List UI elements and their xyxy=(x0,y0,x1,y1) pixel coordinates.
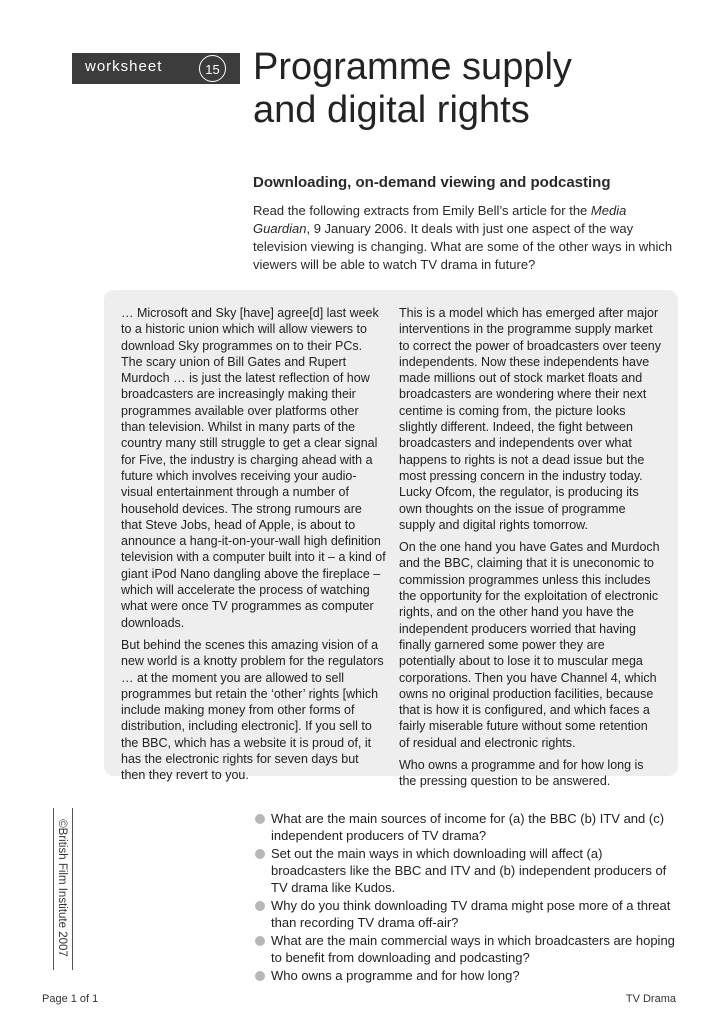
bullet-icon xyxy=(255,971,265,981)
question-text: Who owns a programme and for how long? xyxy=(271,968,520,983)
article-paragraph: But behind the scenes this amazing vision of a new world is a knotty problem for the regulators … at the moment you are allowed to sell programmes but retain the ‘other’ rights [which include making money from other forms of distribution, including electronic]. If you sell to the BBC, which has a website it is proud of, it has the electronic rights for seven days but then they revert to you. xyxy=(121,637,384,783)
question-text: Set out the main ways in which downloading will affect (a) broadcasters like the BBC and ITV and (b) independent producers of TV drama like Kudos. xyxy=(271,846,667,895)
bullet-icon xyxy=(255,814,265,824)
intro-part-2: , 9 January 2006. It deals with just one aspect of the way television viewing is changing. What are some of the other ways in which viewers will be able to watch TV drama in future? xyxy=(253,221,673,272)
question-text: What are the main sources of income for (a) the BBC (b) ITV and (c) independent producers of TV drama? xyxy=(271,811,665,843)
article-paragraph: This is a model which has emerged after major interventions in the programme supply market to correct the power of broadcasters over teeny independents. Now these independents have made millions out of stock market floats and broadcasters are wondering where their next centime is coming from, the picture looks slightly different. Indeed, the fight between broadcasters and independents over what happens to rights is not a dead issue but the most pressing concern in the industry today. Lucky Ofcom, the regulator, is producing its own thoughts on the issue of programme supply and digital rights tomorrow. xyxy=(399,306,661,532)
section-subtitle: Downloading, on-demand viewing and podcasting xyxy=(253,174,611,191)
bullet-icon xyxy=(255,849,265,859)
question-list xyxy=(255,810,675,985)
question-item xyxy=(255,810,675,844)
intro-part-1: Read the following extracts from Emily Bell’s article for the xyxy=(253,203,591,218)
title-line-1: Programme supply xyxy=(253,46,572,88)
question-item xyxy=(255,897,675,931)
sidebar-rule-right xyxy=(72,808,73,970)
question-text: What are the main commercial ways in which broadcasters are hoping to benefit from downloading and podcasting? xyxy=(271,933,675,965)
worksheet-number-badge: 15 xyxy=(199,55,226,82)
article-paragraph: On the one hand you have Gates and Murdoch and the BBC, claiming that it is uneconomic to commission programmes unless this includes the opportunity for the exploitation of electronic rights, and on the other hand you have the independent producers worried that having finally garnered some power they are potentially about to lose it to muscular mega corporations. Then you have Channel 4, which owns no original production facilities, because that is how it is configured, and which faces a fairly miserable future without some retention of residual and electronic rights. xyxy=(399,540,660,750)
title-line-2: and digital rights xyxy=(253,89,530,131)
worksheet-label: worksheet xyxy=(85,58,163,75)
question-item xyxy=(255,932,675,966)
page-title xyxy=(253,46,713,132)
page-number: Page 1 of 1 xyxy=(42,993,99,1005)
question-item xyxy=(255,845,675,896)
question-item xyxy=(255,967,675,984)
article-paragraph: Who owns a programme and for how long is the pressing question to be answered. xyxy=(399,758,644,789)
footer-subject: TV Drama xyxy=(625,993,676,1005)
bullet-icon xyxy=(255,936,265,946)
sidebar-rule-left xyxy=(53,808,54,970)
intro-italic: Media Guardian xyxy=(253,203,627,236)
article-column-right xyxy=(399,305,661,796)
copyright-notice: ©British Film Institute 2007 xyxy=(56,819,68,957)
question-text: Why do you think downloading TV drama might pose more of a threat than recording TV drama off-air? xyxy=(271,898,671,930)
article-column-left xyxy=(121,305,386,790)
intro-text xyxy=(253,202,673,274)
bullet-icon xyxy=(255,901,265,911)
article-paragraph: … Microsoft and Sky [have] agree[d] last week to a historic union which will allow viewers to download Sky programmes on to their PCs. The scary union of Bill Gates and Rupert Murdoch … is just the latest reflection of how broadcasters are increasingly making their programmes available over platforms other than television. Whilst in many parts of the country many still struggle to get a clear signal for Five, the industry is charging ahead with a future which involves receiving your audio-visual entertainment through a number of household devices. The strong rumours are that Steve Jobs, head of Apple, is about to announce a hang-it-on-your-wall high definition television with a computer built into it – a kind of giant iPod Nano dangling above the fireplace – which will accelerate the process of watching what were once TV programmes as computer downloads. xyxy=(121,306,386,630)
